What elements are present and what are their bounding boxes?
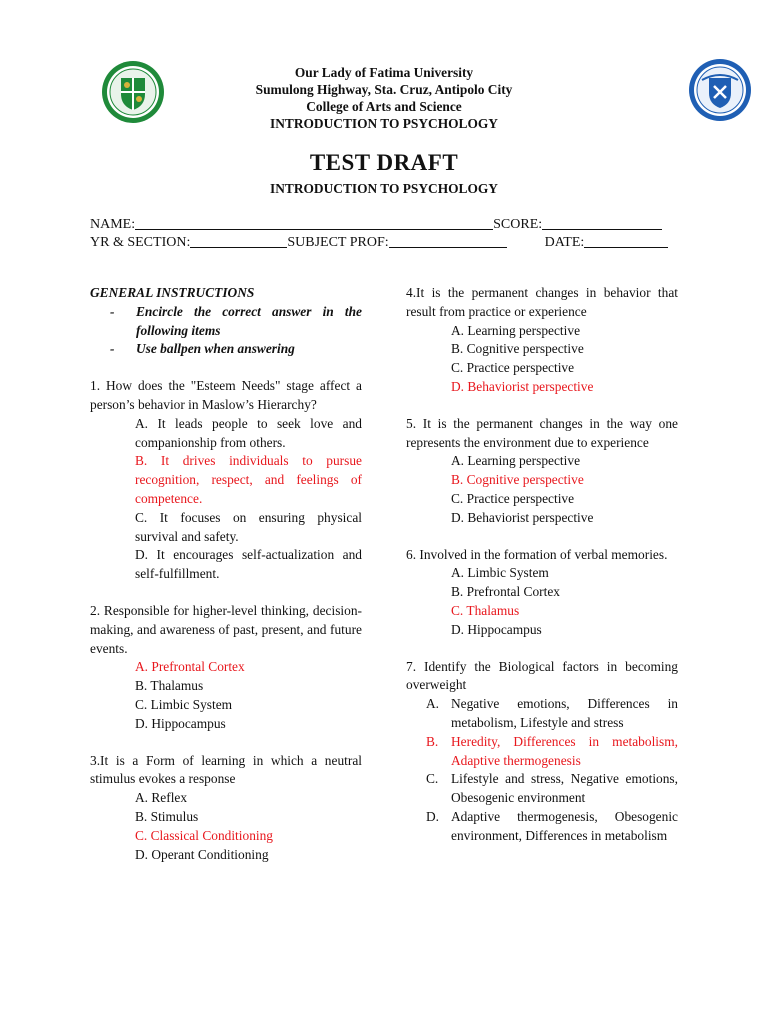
question-4-option-d-answer[interactable]: D. Behaviorist perspective — [451, 378, 594, 394]
university-name: Our Lady of Fatima University — [294, 65, 474, 80]
question-3-option-c-answer[interactable]: C. Classical Conditioning — [135, 827, 273, 843]
question-2-option-b[interactable]: B. Thalamus — [135, 678, 204, 694]
question-1 — [90, 377, 362, 584]
question-6-option-d[interactable]: D. Hippocampus — [451, 621, 542, 637]
question-4-option-c[interactable]: C. Practice perspective — [451, 360, 575, 376]
page-subtitle: INTRODUCTION TO PSYCHOLOGY — [270, 181, 498, 196]
question-3-option-a[interactable]: A. Reflex — [135, 790, 188, 806]
question-2-option-d[interactable]: D. Hippocampus — [135, 715, 226, 731]
question-4-option-a[interactable]: A. Learning perspective — [451, 322, 581, 338]
date-label: DATE: — [544, 235, 585, 250]
question-2-option-a-answer[interactable]: A. Prefrontal Cortex — [135, 659, 245, 675]
section-prof-date-row — [90, 234, 680, 252]
score-label: SCORE: — [493, 217, 543, 232]
question-6-option-c-answer[interactable]: C. Thalamus — [451, 602, 520, 618]
question-4 — [406, 284, 678, 397]
name-label: NAME: — [90, 217, 136, 232]
question-7-option-a[interactable]: A. Negative emotions, Differences in metabolism, Lifestyle and stress — [426, 696, 678, 730]
question-5-option-a[interactable]: A. Learning perspective — [451, 453, 581, 469]
right-column — [406, 284, 678, 846]
question-5 — [406, 415, 678, 528]
document-header — [0, 64, 768, 132]
question-1-option-b-answer[interactable]: B. It drives individuals to pursue recognition, respect, and feelings of competence. — [135, 453, 362, 506]
question-text: 5. It is the permanent changes in the way one represents the environment due to experience — [406, 415, 678, 450]
question-5-option-c[interactable]: C. Practice perspective — [451, 490, 575, 506]
question-text: 4.It is the permanent changes in behavior that result from practice or experience — [406, 285, 678, 319]
subject-prof-label: SUBJECT PROF: — [287, 235, 389, 250]
question-2-option-c[interactable]: C. Limbic System — [135, 696, 233, 712]
question-text: 7. Identify the Biological factors in becoming overweight — [406, 658, 678, 693]
student-info-fields — [90, 216, 680, 252]
question-6 — [406, 546, 678, 640]
question-text: 6. Involved in the formation of verbal memories. — [406, 546, 668, 562]
instructions-heading: GENERAL INSTRUCTIONS — [90, 285, 255, 300]
college-name: College of Arts and Science — [306, 99, 462, 114]
question-1-option-d[interactable]: D. It encourages self-actualization and self-fulfillment. — [135, 547, 362, 582]
question-text: 3.It is a Form of learning in which a neutral stimulus evokes a response — [90, 752, 362, 787]
yr-section-field[interactable] — [190, 235, 287, 248]
question-6-option-a[interactable]: A. Limbic System — [451, 565, 549, 581]
question-text: 2. Responsible for higher-level thinking, decision-making, and awareness of past, present, and future events. — [90, 602, 362, 656]
page-title: TEST DRAFT — [309, 150, 459, 175]
question-3-option-b[interactable]: B. Stimulus — [135, 808, 199, 824]
question-6-option-b[interactable]: B. Prefrontal Cortex — [451, 584, 560, 600]
question-1-option-a[interactable]: A. It leads people to seek love and companionship from others. — [135, 415, 362, 450]
date-field[interactable] — [584, 235, 668, 248]
left-column — [90, 284, 362, 864]
course-name: INTRODUCTION TO PSYCHOLOGY — [270, 116, 498, 131]
question-5-option-b-answer[interactable]: B. Cognitive perspective — [451, 472, 584, 488]
question-3-option-d[interactable]: D. Operant Conditioning — [135, 846, 269, 862]
score-field[interactable] — [542, 217, 662, 230]
name-score-row — [90, 216, 680, 234]
subject-prof-field[interactable] — [389, 235, 507, 248]
question-1-option-c[interactable]: C. It focuses on ensuring physical survival and safety. — [135, 509, 362, 544]
question-5-option-d[interactable]: D. Behaviorist perspective — [451, 509, 594, 525]
question-3 — [90, 752, 362, 865]
university-address: Sumulong Highway, Sta. Cruz, Antipolo City — [255, 82, 513, 97]
question-4-option-b[interactable]: B. Cognitive perspective — [451, 341, 584, 357]
question-7-option-d[interactable]: D. Adaptive thermogenesis, Obesogenic environment, Differences in metabolism — [426, 808, 678, 843]
question-7-option-b-answer[interactable]: B. Heredity, Differences in metabolism, Adaptive thermogenesis — [426, 733, 678, 768]
instruction-item: - Use ballpen when answering — [110, 341, 295, 357]
question-7-option-c[interactable]: C. Lifestyle and stress, Negative emotions, Obesogenic environment — [426, 771, 678, 806]
question-2 — [90, 602, 362, 734]
yr-section-label: YR & SECTION: — [90, 235, 191, 250]
question-text: 1. How does the "Esteem Needs" stage affect a person’s behavior in Maslow’s Hierarchy? — [90, 378, 362, 412]
instruction-item: - Encircle the correct answer in the following items — [110, 303, 362, 338]
question-7 — [406, 658, 678, 846]
name-field[interactable] — [135, 217, 493, 230]
